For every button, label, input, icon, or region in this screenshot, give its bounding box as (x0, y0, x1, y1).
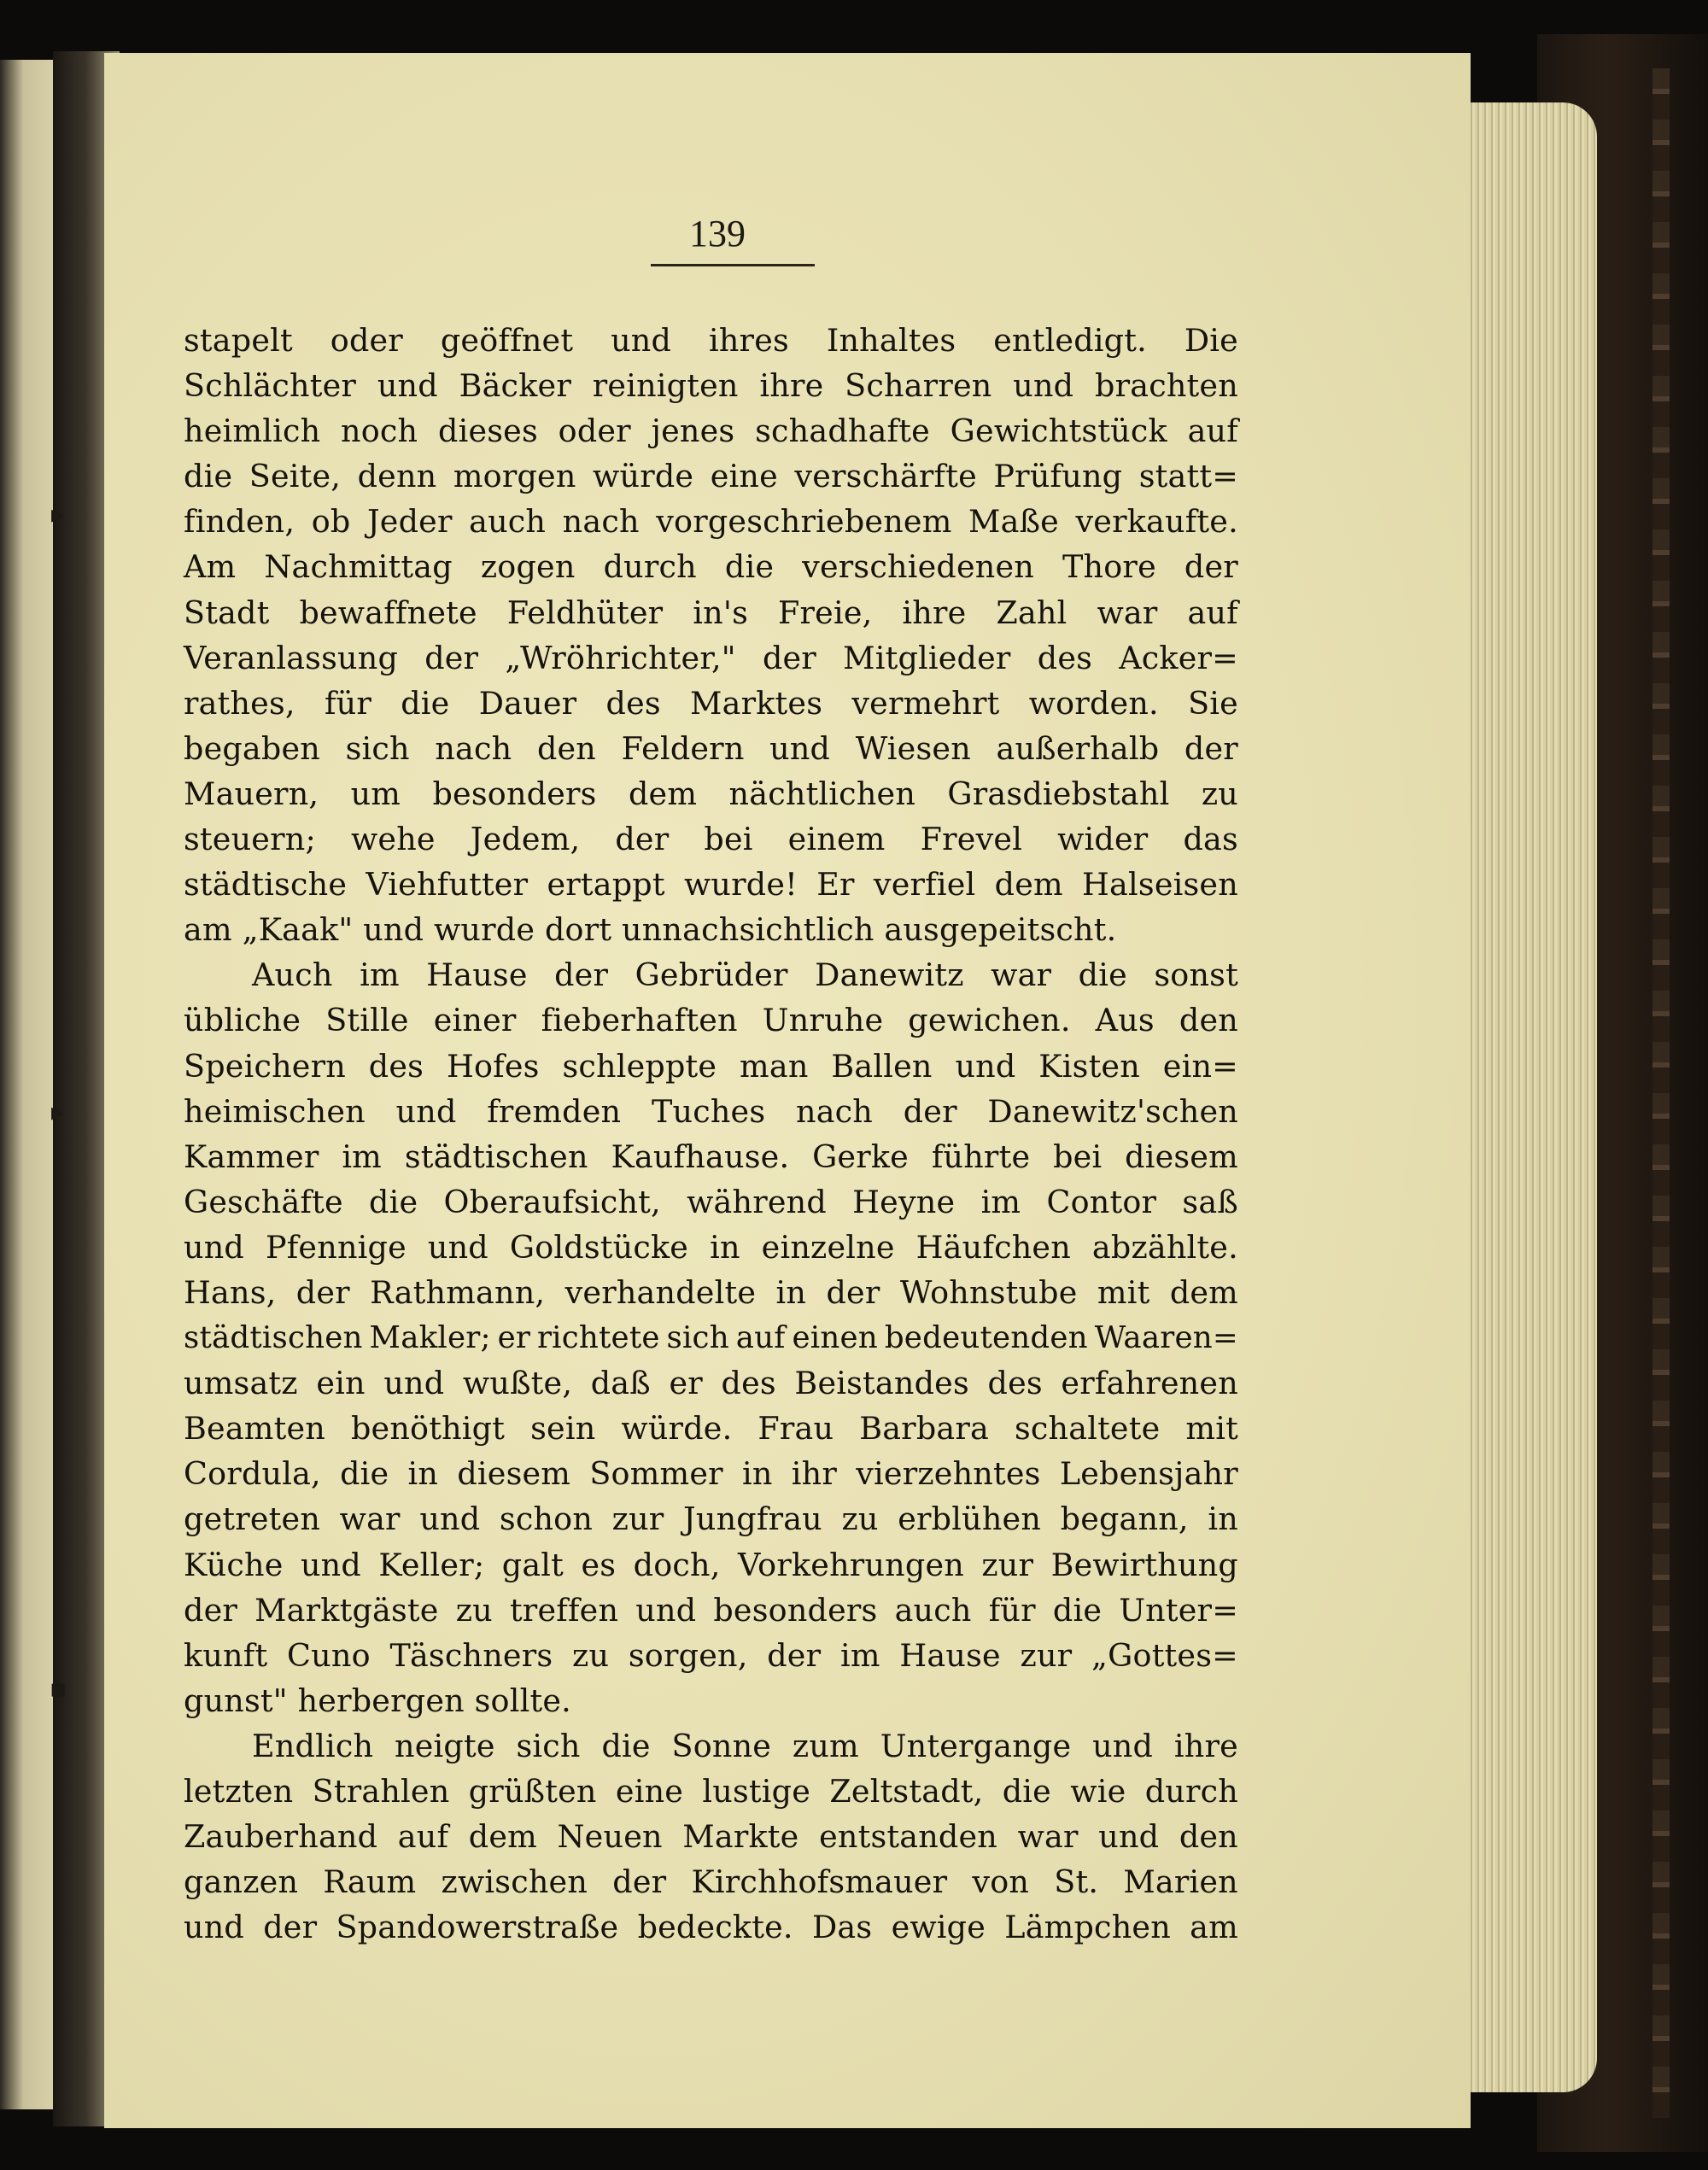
text-line: Auch im Hause der Gebrüder Danewitz war die sonst (252, 956, 1238, 994)
text-line: getreten war und schon zur Jungfrau zu erblühen begann, in (184, 1500, 1238, 1538)
previous-page-edge (0, 60, 58, 2109)
text-line: steuern; wehe Jedem, der bei einem Frevel wider das (184, 821, 1238, 858)
margin-mark: ▪ (50, 1674, 67, 1704)
text-line: kunft Cuno Täschners zu sorgen, der im Hause zur „Gottes= (184, 1636, 1238, 1674)
header-rule (651, 264, 815, 266)
text-line: finden, ob Jeder auch nach vorgeschriebenem Maße verkaufte. (184, 503, 1238, 541)
text-line: Veranlassung der „Wröhrichter," der Mitglieder des Acker= (184, 639, 1238, 676)
text-line: Mauern, um besonders dem nächtlichen Grasdiebstahl zu (184, 775, 1238, 812)
text-line: Endlich neigte sich die Sonne zum Untergange und ihre (252, 1727, 1238, 1764)
text-line: begaben sich nach den Feldern und Wiesen außerhalb der (184, 729, 1238, 767)
text-line: stapelt oder geöffnet und ihres Inhaltes entledigt. Die (184, 322, 1238, 359)
margin-mark: ▸ (51, 500, 65, 529)
text-line: Speichern des Hofes schleppte man Ballen und Kisten ein= (184, 1047, 1238, 1085)
cover-spine-decoration (1652, 68, 1670, 2118)
text-line: Hans, der Rathmann, verhandelte in der Wohnstube mit dem (184, 1273, 1238, 1311)
text-line: heimischen und fremden Tuches nach der Danewitz'schen (184, 1092, 1238, 1130)
text-line: gunst" herbergen sollte. (184, 1682, 571, 1719)
page-number: 139 (689, 213, 746, 254)
text-line: am „Kaak" und wurde dort unnachsichtlich ausgepeitscht. (184, 911, 1117, 949)
text-line: Stadt bewaffnete Feldhüter in's Freie, ihre Zahl war auf (184, 594, 1238, 631)
text-line: der Marktgäste zu treffen und besonders auch für die Unter= (184, 1591, 1238, 1629)
text-line: Zauberhand auf dem Neuen Markte entstanden war und den (184, 1818, 1238, 1856)
text-line: und Pfennige und Goldstücke in einzelne Häufchen abzählte. (184, 1228, 1238, 1266)
text-line: und der Spandowerstraße bedeckte. Das ewige Lämpchen am (184, 1909, 1238, 1946)
text-line: Kammer im städtischen Kaufhause. Gerke führte bei diesem (184, 1138, 1238, 1175)
text-line: umsatz ein und wußte, daß er des Beistandes des erfahrenen (184, 1365, 1238, 1402)
text-line: Am Nachmittag zogen durch die verschiedenen Thore der (184, 548, 1238, 586)
text-line: rathes, für die Dauer des Marktes vermehrt worden. Sie (184, 684, 1238, 722)
text-line: städtische Viehfutter ertappt wurde! Er verfiel dem Halseisen (184, 866, 1238, 904)
text-line: Küche und Keller; galt es doch, Vorkehrungen zur Bewirthung (184, 1546, 1238, 1583)
text-line: die Seite, denn morgen würde eine verschärfte Prüfung statt= (184, 458, 1238, 495)
text-line: heimlich noch dieses oder jenes schadhafte Gewichtstück auf (184, 412, 1238, 450)
text-line: letzten Strahlen grüßten eine lustige Zeltstadt, die wie durch (184, 1773, 1238, 1810)
text-line: Geschäfte die Oberaufsicht, während Heyne im Contor saß (184, 1183, 1238, 1220)
text-line: ganzen Raum zwischen der Kirchhofsmauer von St. Marien (184, 1863, 1238, 1901)
body-text (184, 318, 1238, 1950)
text-line: übliche Stille einer fieberhaften Unruhe gewichen. Aus den (184, 1002, 1238, 1039)
text-line: städtischen Makler; er richtete sich auf einen bedeutenden Waaren= (184, 1320, 1238, 1356)
text-line: Cordula, die in diesem Sommer in ihr vierzehntes Lebensjahr (184, 1455, 1238, 1493)
margin-mark: ▸ (51, 1097, 65, 1127)
text-line: Schlächter und Bäcker reinigten ihre Scharren und brachten (184, 367, 1238, 405)
text-line: Beamten benöthigt sein würde. Frau Barbara schaltete mit (184, 1410, 1238, 1448)
